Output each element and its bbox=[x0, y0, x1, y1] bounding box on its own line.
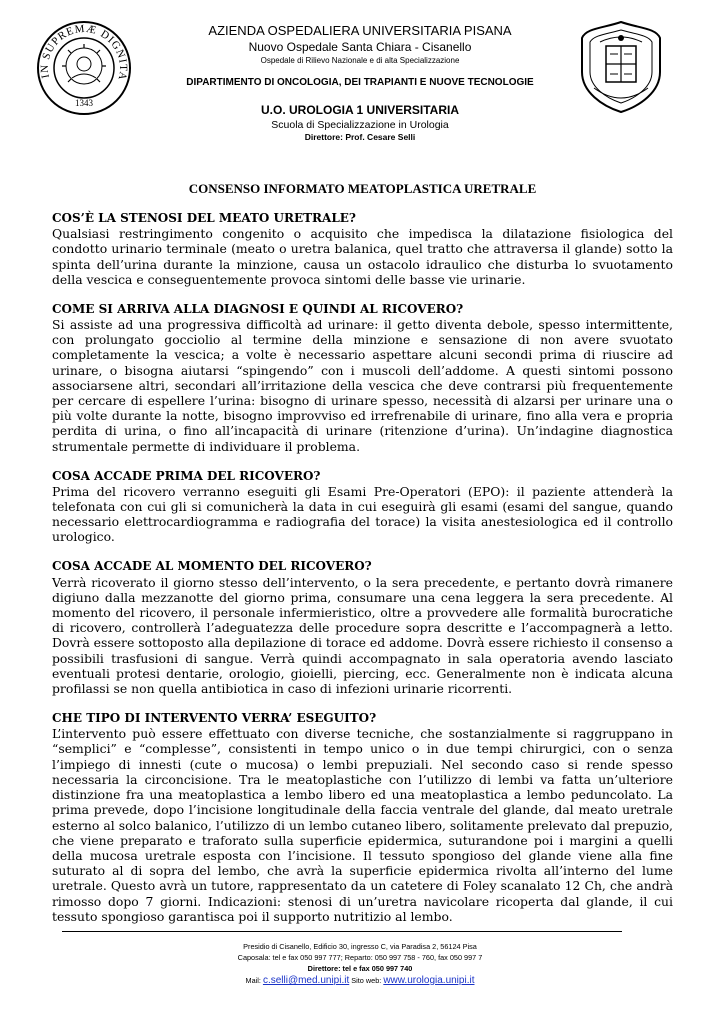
document-title: CONSENSO INFORMATO MEATOPLASTICA URETRALE bbox=[188, 181, 537, 196]
section-heading: COSA ACCADE AL MOMENTO DEL RICOVERO? bbox=[52, 559, 372, 574]
section-procedure bbox=[52, 711, 673, 924]
svg-text:1343: 1343 bbox=[75, 98, 93, 108]
section-admission bbox=[52, 559, 673, 696]
mail-label: Mail: bbox=[245, 976, 261, 985]
unit-name: U.O. UROLOGIA 1 UNIVERSITARIA bbox=[260, 103, 459, 117]
organization-name: AZIENDA OSPEDALIERA UNIVERSITARIA PISANA bbox=[208, 23, 512, 38]
footer-contacts bbox=[150, 975, 570, 986]
section-paragraph: Verrà ricoverato il giorno stesso dell’intervento, o la sera precedente, e pertanto dovrà rimanere digiuno dalla mezzanotte del giorno prima, consumare una cena leggera la sera precedente. Al momento del ricovero, il personale infermieristico, oltre a provvedere alle formalità burocratiche di ricovero, controllerà l’adeguatezza delle procedure sopra descritte e l’accompagnerà a letto. Dovrà essere sottoposto alla depilazione di torace ed addome. Dovrà essere richiesto il consenso a possibili trasfusioni di sangue. Verrà quindi accompagnato in sala operatoria avendo lasciato eventuali protesi dentarie, orologio, gioielli, piercing, ecc. Generalmente non è indicata alcuna profilassi se non quella antibiotica in caso di infezioni urinarie ricorrenti. bbox=[52, 574, 673, 697]
email-link[interactable]: c.selli@med.unipi.it bbox=[262, 975, 350, 986]
section-paragraph: Prima del ricovero verranno eseguiti gli Esami Pre-Operatori (EPO): il paziente attenderà la telefonata con cui gli si comunicherà la data in cui eseguirà gli esami (esami del sangue, quando necessario elettrocardiogramma e radiografia del torace) la visita anestesiologica ed il controllo urologico. bbox=[52, 483, 673, 545]
website-link[interactable]: www.urologia.unipi.it bbox=[383, 975, 475, 986]
department-name: DIPARTIMENTO DI ONCOLOGIA, DEI TRAPIANTI E NUOVE TECNOLOGIE bbox=[186, 77, 534, 88]
svg-text:IN SUPREMÆ DIGNITATIS: IN SUPREMÆ DIGNITA bbox=[38, 22, 130, 81]
footer-divider bbox=[62, 931, 622, 932]
hospital-crest-logo bbox=[578, 18, 664, 114]
section-paragraph: Qualsiasi restringimento congenito o acquisito che impedisca la dilatazione fisiologica del condotto urinario terminale (meato o uretra balanica, quel tratto che attraversa il glande) sotto la spinta dell’urina durante la minzione, causa un ostacolo idraulico che disturba lo svuotamento della vescica e conseguentemente provoca sintomi delle basse vie urinarie. bbox=[52, 226, 673, 287]
section-paragraph: Si assiste ad una progressiva difficoltà ad urinare: il getto diventa debole, spesso intermittente, con prolungato gocciolio al termine della minzione e sensazione di non avere svuotato completamente la vescica; a volte è necessario aspettare alcuni secondi prima di riuscire ad urinare, o bisogna aiutarsi “spingendo” con i muscoli dell’addome. A questi sintomi possono associarsene altri, secondari all’irritazione della vescica che deve contrarsi più frequentemente per cercare di espellere l’urina: bisogno di urinare spesso, necessità di alzarsi per urinare una o più volte durante la notte, bisogno improvviso ed irrefrenabile di urinare, fino alla vera e propria perdita di urina, o fino all’incapacità di urinare (ritenzione d’urina). Un’indagine diagnostica strumentale permette di individuare il problema. bbox=[52, 317, 673, 454]
section-heading: COSA ACCADE PRIMA DEL RICOVERO? bbox=[52, 468, 321, 483]
footer-director-phone: Direttore: tel e fax 050 997 740 bbox=[307, 964, 413, 973]
hospital-subtitle: Ospedale di Rilievo Nazionale e di alta Specializzazione bbox=[260, 56, 460, 65]
school-name: Scuola di Specializzazione in Urologia bbox=[271, 119, 449, 131]
university-seal-logo bbox=[36, 20, 132, 116]
document-body bbox=[52, 211, 673, 939]
hospital-name: Nuovo Ospedale Santa Chiara - Cisanello bbox=[248, 40, 472, 54]
website-label: Sito web: bbox=[351, 976, 382, 985]
section-stenosis bbox=[52, 211, 673, 287]
section-paragraph: L’intervento può essere effettuato con diverse tecniche, che sostanzialmente si raggruppano in “semplici” e “complesse”, consistenti in tempo unico o in due tempi chirurgici, con o senza l’impiego di innesti (cute o mucosa) o lembi prepuziali. Nel secondo caso si rende spesso necessaria la circoncisione. Tra le meatoplastiche con l’utilizzo di lembi va fatta un’ulteriore distinzione fra una meatoplastica a lembo libero ed una meatoplastica a lembo peduncolato. La prima prevede, dopo l’incisione longitudinale della faccia ventrale del glande, dal meato uretrale esterno al solco balanico, l’utilizzo di un lembo cutaneo libero, solitamente prelevato dal prepuzio, che viene preparato e traforato sulla superficie epidermica, suturandone poi i margini a quelli della mucosa uretrale esposta con l’incisione. Il tessuto spongioso del glande viene alla fine suturato al di sopra del lembo, che avrà la superficie epidermica rivolta all’interno del lume uretrale. Questo avrà un tutore, rappresentato da un catetere di Foley scanalato 12 Ch, che andrà rimosso dopo 7 giorni. Indicazioni: stenosi di un’uretra navicolare ricoperta dal glande, il cui tessuto spongioso garantisca poi il supporto nutritizio al lembo. bbox=[52, 726, 673, 924]
section-heading: COS’È LA STENOSI DEL MEATO URETRALE? bbox=[52, 211, 356, 225]
section-diagnosis bbox=[52, 302, 673, 454]
director-name: Direttore: Prof. Cesare Selli bbox=[304, 132, 416, 142]
section-before-admission bbox=[52, 469, 673, 545]
section-heading: COME SI ARRIVA ALLA DIAGNOSI E QUINDI AL RICOVERO? bbox=[52, 301, 464, 316]
footer-address: Presidio di Cisanello, Edificio 30, ingresso C, via Paradisa 2, 56124 Pisa bbox=[243, 942, 477, 951]
section-heading: CHE TIPO DI INTERVENTO VERRA’ ESEGUITO? bbox=[52, 711, 377, 726]
footer-phones: Caposala: tel e fax 050 997 777; Reparto: 050 997 758 - 760, fax 050 997 7 bbox=[237, 953, 483, 962]
